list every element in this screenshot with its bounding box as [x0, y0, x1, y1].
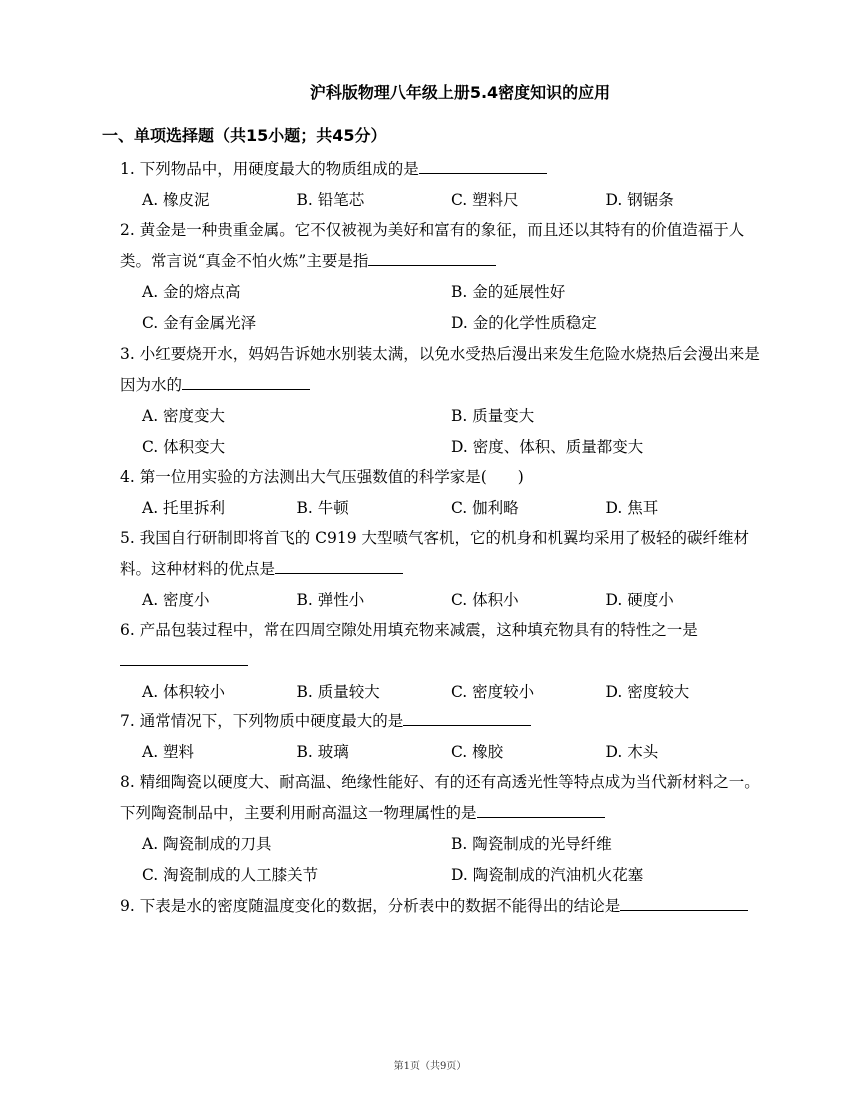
- option-d: D. 硬度小: [605, 591, 674, 609]
- options: [142, 308, 760, 339]
- question-stem: 第一位用实验的方法测出大气压强数值的科学家是( ): [139, 468, 524, 486]
- options: [142, 493, 760, 524]
- option-d: D. 密度较大: [605, 683, 690, 701]
- answer-blank: [403, 707, 531, 726]
- options: [142, 277, 760, 308]
- option-d: D. 金的化学性质稳定: [451, 314, 597, 332]
- option-c: C. 密度较小: [451, 683, 535, 701]
- answer-blank: [368, 247, 496, 266]
- option-d: D. 密度、体积、质量都变大: [451, 438, 644, 456]
- question-number: 1.: [120, 160, 135, 178]
- question-stem: 通常情况下，下列物质中硬度最大的是: [139, 712, 404, 730]
- question-stem: 我国自行研制即将首飞的 C919 大型喷气客机，它的机身和机翼均采用了极轻的碳纤维材料。这种材料的优点是: [120, 529, 750, 578]
- question-5: [120, 523, 760, 616]
- option-b: B. 金的延展性好: [451, 283, 566, 301]
- options: [142, 677, 760, 708]
- option-a: A. 橡皮泥: [142, 191, 210, 209]
- question-number: 4.: [120, 468, 135, 486]
- question-number: 6.: [120, 621, 135, 639]
- option-d: D. 陶瓷制成的汽油机火花塞: [451, 866, 644, 884]
- answer-blank: [477, 799, 605, 818]
- option-c: C. 体积小: [451, 591, 519, 609]
- options: [142, 401, 760, 432]
- options: [142, 432, 760, 463]
- option-a: A. 密度变大: [142, 407, 226, 425]
- question-number: 9.: [120, 897, 135, 915]
- question-7: [120, 706, 760, 768]
- section-heading: 一、单项选择题（共15小题；共45分）: [102, 126, 387, 145]
- question-number: 2.: [120, 221, 135, 239]
- option-d: D. 钢锯条: [605, 191, 674, 209]
- option-a: A. 陶瓷制成的刀具: [142, 835, 272, 853]
- answer-blank: [419, 155, 547, 174]
- question-6: [120, 615, 760, 708]
- document-title: 沪科版物理八年级上册5.4密度知识的应用: [309, 83, 611, 102]
- question-4: [120, 462, 760, 524]
- option-a: A. 托里拆利: [142, 499, 226, 517]
- answer-blank: [182, 371, 310, 390]
- options: [142, 829, 760, 860]
- options: [142, 585, 760, 616]
- option-b: B. 陶瓷制成的光导纤维: [451, 835, 612, 853]
- option-a: A. 体积较小: [142, 683, 226, 701]
- question-number: 5.: [120, 529, 135, 547]
- question-3: [120, 339, 760, 463]
- option-c: C. 伽利略: [451, 499, 519, 517]
- question-number: 7.: [120, 712, 135, 730]
- question-1: [120, 154, 760, 216]
- option-c: C. 塑料尺: [451, 191, 519, 209]
- answer-blank: [120, 647, 248, 666]
- question-9: [120, 891, 760, 922]
- question-8: [120, 767, 760, 891]
- answer-blank: [275, 555, 403, 574]
- options: [142, 737, 760, 768]
- option-b: B. 质量较大: [296, 683, 380, 701]
- answer-blank: [620, 892, 748, 911]
- page-footer: 第1页（共9页）: [393, 1061, 467, 1072]
- options: [142, 185, 760, 216]
- option-b: B. 铅笔芯: [296, 191, 365, 209]
- question-2: [120, 215, 760, 339]
- option-d: D. 木头: [605, 743, 659, 761]
- question-stem: 下表是水的密度随温度变化的数据，分析表中的数据不能得出的结论是: [139, 897, 621, 915]
- question-number: 8.: [120, 773, 135, 791]
- option-b: B. 质量变大: [451, 407, 535, 425]
- question-stem: 黄金是一种贵重金属。它不仅被视为美好和富有的象征，而且还以其特有的价值造福于人类。常言说“真金不怕火炼”主要是指: [120, 221, 745, 270]
- option-b: B. 牛顿: [296, 499, 349, 517]
- option-a: A. 塑料: [142, 743, 195, 761]
- option-a: A. 金的熔点高: [142, 283, 241, 301]
- question-stem: 产品包装过程中，常在四周空隙处用填充物来减震，这种填充物具有的特性之一是: [139, 621, 698, 639]
- option-c: C. 橡胶: [451, 743, 504, 761]
- option-c: C. 体积变大: [142, 438, 226, 456]
- option-b: B. 弹性小: [296, 591, 365, 609]
- option-c: C. 金有金属光泽: [142, 314, 257, 332]
- option-b: B. 玻璃: [296, 743, 349, 761]
- options: [142, 860, 760, 891]
- question-stem: 小红要烧开水，妈妈告诉她水别装太满，以免水受热后漫出来发生危险水烧热后会漫出来是因为水的: [120, 345, 760, 394]
- option-c: C. 淘瓷制成的人工膝关节: [142, 866, 319, 884]
- question-stem: 精细陶瓷以硬度大、耐高温、绝缘性能好、有的还有高透光性等特点成为当代新材料之一。下列陶瓷制品中，主要利用耐高温这一物理属性的是: [120, 773, 760, 822]
- option-a: A. 密度小: [142, 591, 210, 609]
- question-number: 3.: [120, 345, 135, 363]
- option-d: D. 焦耳: [605, 499, 659, 517]
- question-stem: 下列物品中，用硬度最大的物质组成的是: [139, 160, 419, 178]
